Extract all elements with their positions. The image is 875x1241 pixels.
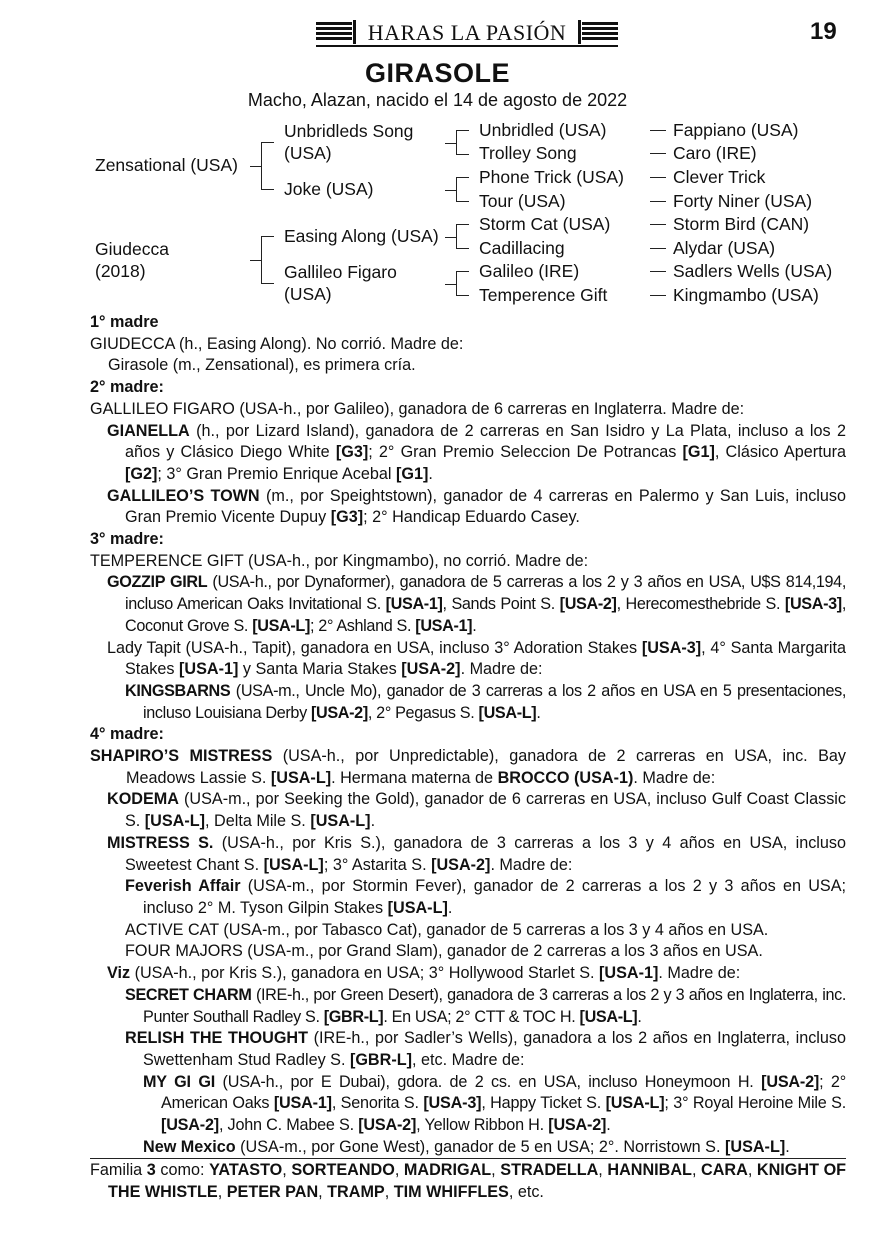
race-grade: [USA-2]: [401, 660, 461, 679]
feverish-affair-name: Feverish Affair: [125, 877, 241, 896]
bracket-g3-2: [456, 177, 469, 202]
race-grade: [USA-2]: [431, 855, 491, 874]
produce-viz: [90, 963, 846, 985]
text-span: (USA-h., por Kris S.), ganadora de 3 carreras a los 3 y 4 años en USA, incluso Sweetest Chant S.: [125, 833, 846, 874]
family-text: [90, 312, 846, 1204]
text-span: .: [447, 898, 453, 917]
pedigree-g3-5: Cadillacing: [479, 238, 565, 258]
pedigree-g2-ss-country: (USA): [284, 143, 332, 163]
race-grade: [USA-1]: [599, 964, 659, 983]
family-horse: PETER PAN: [226, 1183, 319, 1202]
pedigree-g4-0: Fappiano (USA): [673, 120, 799, 140]
text-span: . Madre de:: [633, 768, 716, 787]
pedigree-g4-5: Alydar (USA): [673, 238, 776, 258]
text-span: (USA-h., por Unpredictable), ganadora de 2 carreras en USA, inc. Bay Meadows Lassie S.: [126, 747, 847, 787]
header-underline: [316, 45, 618, 47]
pedigree-g4-2: Clever Trick: [673, 167, 766, 187]
text-span: (USA-m., Uncle Mo), ganador de 3 carreras a los 2 años en USA en 5 presentaciones, incluso Louisiana Derby: [143, 681, 846, 722]
text-span: .: [637, 1007, 642, 1026]
race-grade: [USA-L]: [724, 1137, 786, 1156]
dam4-heading: 4° madre:: [90, 725, 164, 744]
race-grade: [USA-L]: [387, 898, 448, 917]
dam2-heading: 2° madre:: [90, 378, 164, 397]
race-grade: [USA-1]: [179, 660, 239, 679]
family-horse: KNIGHT OF THE WHISTLE: [108, 1161, 847, 1202]
family-horse: CARA: [701, 1161, 748, 1180]
text-span: . Madre de:: [658, 964, 741, 983]
family-horse: TRAMP: [327, 1183, 385, 1202]
produce-lady-tapit: [90, 638, 846, 681]
race-grade: [USA-1]: [273, 1094, 332, 1113]
race-grade: [USA-2]: [559, 595, 617, 614]
gozzip-girl-name: GOZZIP GIRL: [107, 573, 208, 592]
text-span: , Sands Point S.: [442, 595, 560, 614]
race-grade: [USA-1]: [385, 595, 443, 614]
family-number: 3: [146, 1161, 156, 1180]
text-span: ,: [384, 1183, 394, 1202]
text-span: ,: [491, 1161, 501, 1180]
page-number: 19: [810, 18, 837, 45]
produce-active-cat: ACTIVE CAT (USA-m., por Tabasco Cat), ganador de 5 carreras a los 3 y 4 años en USA.: [125, 920, 769, 939]
dam1-produce: Girasole (m., Zensational), es primera cría.: [108, 356, 416, 375]
bracket-g3-3: [456, 224, 469, 249]
family-horse: HANNIBAL: [607, 1161, 692, 1180]
race-grade: [G3]: [335, 443, 369, 462]
viz-name: Viz: [107, 964, 131, 983]
produce-kodema: [90, 789, 846, 832]
text-span: , Delta Mile S.: [205, 812, 311, 831]
text-span: (USA-h., por Dynaformer), ganadora de 5 carreras a los 2 y 3 años en USA, U$S 814,194, incluso American Oaks Invitational S.: [125, 573, 846, 614]
produce-four-majors: FOUR MAJORS (USA-m., por Grand Slam), ganador de 2 carreras a los 3 años en USA.: [125, 942, 763, 961]
text-span: . En USA; 2° CTT & TOC H.: [383, 1007, 580, 1026]
horse-description: Macho, Alazan, nacido el 14 de agosto de 2022: [247, 90, 628, 110]
text-span: ,: [394, 1161, 404, 1180]
pedigree-g4-4: Storm Bird (CAN): [673, 214, 810, 234]
dam2-line: GALLILEO FIGARO (USA-h., por Galileo), ganadora de 6 carreras en Inglaterra. Madre de:: [90, 399, 745, 418]
race-grade: [G2]: [125, 464, 158, 483]
race-grade: [USA-L]: [605, 1094, 665, 1113]
my-gi-gi-name: MY GI GI: [143, 1072, 216, 1091]
dam3-line: TEMPERENCE GIFT (USA-h., por Kingmambo), no corrió. Madre de:: [90, 551, 589, 570]
race-grade: [USA-3]: [423, 1094, 482, 1113]
race-grade: [USA-1]: [415, 616, 473, 635]
text-span: ; 2° Ashland S.: [310, 616, 416, 635]
text-span: .: [606, 1116, 611, 1135]
text-span: ; 3° Royal Heroine Mile S.: [664, 1094, 846, 1113]
text-span: , Coconut Grove S.: [125, 595, 846, 635]
produce-gianella: [90, 421, 846, 486]
text-span: Familia: [90, 1161, 147, 1180]
race-grade: [G3]: [330, 508, 364, 527]
text-span: , 4° Santa Margarita Stakes: [125, 638, 846, 679]
pedigree-g3-1: Trolley Song: [479, 143, 577, 163]
text-span: Lady Tapit (USA-h., Tapit), ganadora en USA, incluso 3° Adoration Stakes: [107, 638, 642, 657]
race-grade: [USA-2]: [761, 1072, 820, 1091]
pedigree-g2-sd: Joke (USA): [284, 179, 374, 199]
text-span: , Yellow Ribbon H.: [416, 1116, 549, 1135]
text-span: (USA-h., por E Dubai), gdora. de 2 cs. en USA, incluso Honeymoon H.: [215, 1072, 762, 1091]
kingsbarns-name: KINGSBARNS: [125, 681, 231, 700]
dash-g4-0: [650, 130, 666, 131]
text-span: ,: [282, 1161, 292, 1180]
text-span: , John C. Mabee S.: [218, 1116, 359, 1135]
race-grade: [USA-L]: [263, 855, 324, 874]
pedigree-g3-7: Temperence Gift: [479, 285, 608, 305]
text-span: ; 3° Astarita S.: [323, 855, 432, 874]
pedigree-sire: Zensational (USA): [95, 155, 238, 175]
decorative-bars-right: [582, 22, 618, 42]
produce-secret-charm: [90, 985, 846, 1028]
pedigree-dam-year: (2018): [95, 261, 146, 281]
race-grade: [USA-2]: [310, 703, 368, 722]
dash-g4-5: [650, 248, 666, 249]
pedigree-g4-6: Sadlers Wells (USA): [673, 261, 833, 281]
race-grade: [USA-L]: [310, 812, 371, 831]
race-grade: [USA-2]: [358, 1116, 417, 1135]
text-span: .: [428, 464, 433, 483]
dash-g4-7: [650, 295, 666, 296]
race-grade: [USA-L]: [478, 703, 537, 722]
brocco-name: BROCCO (USA-1): [497, 768, 634, 787]
text-span: . Hermana materna de: [331, 768, 498, 787]
family-horse: STRADELLA: [500, 1161, 599, 1180]
text-span: ; 3° Gran Premio Enrique Acebal: [157, 464, 396, 483]
text-span: y Santa Maria Stakes: [238, 660, 402, 679]
text-span: .: [536, 703, 541, 722]
text-span: (IRE-h., por Sadler’s Wells), ganadora a los 2 años en Inglaterra, incluso Swettenham Stud Radley S.: [143, 1029, 846, 1069]
text-span: ; 2° Gran Premio Seleccion De Potrancas: [368, 443, 683, 462]
kodema-name: KODEMA: [107, 790, 179, 809]
bracket-g3-1: [456, 130, 469, 155]
produce-relish-the-thought: [90, 1028, 846, 1071]
pedigree-g2-dd: Gallileo Figaro: [284, 262, 397, 282]
pedigree-g2-ds: Easing Along (USA): [284, 226, 439, 246]
text-span: .: [785, 1137, 790, 1156]
pedigree-g3-4: Storm Cat (USA): [479, 214, 611, 234]
dam1-line: GIUDECCA (h., Easing Along). No corrió. Madre de:: [90, 334, 464, 353]
race-grade: [GBR-L]: [349, 1050, 412, 1069]
race-grade: [USA-L]: [144, 812, 206, 831]
pedigree-dam-name: Giudecca: [95, 239, 169, 259]
text-span: ,: [747, 1161, 757, 1180]
bracket-dam: [261, 236, 274, 284]
text-span: ,: [217, 1183, 227, 1202]
text-span: , 2° Pegasus S.: [367, 703, 479, 722]
produce-my-gi-gi: [90, 1072, 846, 1137]
text-span: ,: [691, 1161, 702, 1180]
gallileos-town-name: GALLILEO’S TOWN: [107, 486, 260, 505]
text-span: ; 2° American Oaks: [161, 1072, 846, 1113]
text-span: (USA-h., por Kris S.), ganadora en USA; 3° Hollywood Starlet S.: [130, 964, 600, 983]
produce-gallileos-town: [90, 486, 846, 529]
dam3-heading: 3° madre:: [90, 530, 164, 549]
header-banner: [316, 18, 618, 48]
produce-gozzip-girl: [90, 572, 846, 637]
text-span: como:: [155, 1161, 210, 1180]
produce-feverish-affair: [90, 876, 846, 919]
race-grade: [GBR-L]: [323, 1007, 384, 1026]
shapiros-mistress-name: SHAPIRO’S MISTRESS: [90, 747, 273, 766]
horse-name: GIRASOLE: [364, 58, 510, 88]
race-grade: [USA-2]: [161, 1116, 219, 1135]
dash-g4-3: [650, 201, 666, 202]
secret-charm-name: SECRET CHARM: [125, 985, 252, 1004]
pedigree-g4-3: Forty Niner (USA): [673, 191, 813, 211]
race-grade: [USA-2]: [548, 1116, 607, 1135]
pedigree-g2-ss: Unbridleds Song: [284, 121, 414, 141]
bracket-sire: [261, 142, 274, 190]
text-span: , Herecomesthebride S.: [616, 595, 785, 614]
mistress-s-name: MISTRESS S.: [107, 833, 214, 852]
race-grade: [USA-L]: [270, 768, 332, 787]
pedigree-g3-2: Phone Trick (USA): [479, 167, 624, 187]
text-span: (USA-m., por Stormin Fever), ganador de 2 carreras a los 2 y 3 años en USA; incluso 2° M. Tyson Gilpin Stakes: [143, 877, 846, 917]
family-footer: [90, 1158, 846, 1203]
produce-mistress-s: [90, 833, 846, 876]
bracket-g3-4: [456, 271, 469, 296]
text-span: (IRE-h., por Green Desert), ganadora de 3 carreras a los 2 y 3 años en Inglaterra, inc. Punter Southall Radley S.: [143, 985, 846, 1026]
text-span: (USA-m., por Gone West), ganador de 5 en USA; 2°. Norristown S.: [235, 1137, 725, 1156]
pedigree-g3-6: Galileo (IRE): [479, 261, 580, 281]
produce-new-mexico: [90, 1137, 846, 1159]
decorative-bars-left: [316, 22, 352, 42]
dam1-heading: 1° madre: [90, 313, 159, 331]
text-span: .: [472, 616, 477, 635]
text-span: , etc. Madre de:: [411, 1050, 525, 1069]
text-span: ,: [598, 1161, 608, 1180]
text-span: , Senorita S.: [331, 1094, 424, 1113]
race-grade: [USA-L]: [579, 1007, 638, 1026]
text-span: , Happy Ticket S.: [481, 1094, 606, 1113]
dam4-line: [90, 746, 846, 789]
gianella-name: GIANELLA: [107, 421, 190, 440]
pedigree-g3-0: Unbridled (USA): [479, 120, 607, 140]
race-grade: [USA-L]: [252, 616, 311, 635]
text-span: , etc.: [508, 1183, 544, 1202]
race-grade: [USA-3]: [641, 638, 702, 657]
brand-name: HARAS LA PASIÓN: [367, 20, 567, 45]
text-span: (USA-m., por Seeking the Gold), ganador de 6 carreras en USA, incluso Gulf Coast Classic S.: [125, 790, 846, 831]
race-grade: [USA-3]: [784, 595, 842, 614]
text-span: , Clásico Apertura: [714, 443, 847, 462]
text-span: (m., por Speightstown), ganador de 4 carreras en Palermo y San Luis, incluso Gran Premio Vicente Dupuy: [125, 486, 846, 527]
dash-g4-6: [650, 271, 666, 272]
text-span: (h., por Lizard Island), ganadora de 2 carreras en San Isidro y La Plata, incluso a los 2 años y Clásico Diego White: [125, 421, 846, 462]
race-grade: [G1]: [682, 443, 715, 462]
text-span: ,: [318, 1183, 328, 1202]
produce-kingsbarns: [90, 681, 846, 724]
dash-g4-4: [650, 224, 666, 225]
text-span: . Madre de:: [490, 855, 573, 874]
relish-the-thought-name: RELISH THE THOUGHT: [125, 1029, 308, 1048]
race-grade: [G1]: [396, 464, 429, 483]
family-horse: YATASTO: [209, 1161, 283, 1180]
text-span: ; 2° Handicap Eduardo Casey.: [363, 508, 580, 527]
text-span: .: [370, 812, 376, 831]
pedigree-g2-dd-country: (USA): [284, 284, 332, 304]
pedigree-g4-1: Caro (IRE): [673, 143, 757, 163]
dash-g4-1: [650, 153, 666, 154]
dash-g4-2: [650, 177, 666, 178]
family-horse: SORTEANDO: [291, 1161, 395, 1180]
pedigree-g4-7: Kingmambo (USA): [673, 285, 819, 305]
family-horse: TIM WHIFFLES: [393, 1183, 509, 1202]
pedigree-g3-3: Tour (USA): [479, 191, 566, 211]
new-mexico-name: New Mexico: [143, 1137, 236, 1156]
family-horse: MADRIGAL: [403, 1161, 492, 1180]
text-span: . Madre de:: [460, 660, 543, 679]
